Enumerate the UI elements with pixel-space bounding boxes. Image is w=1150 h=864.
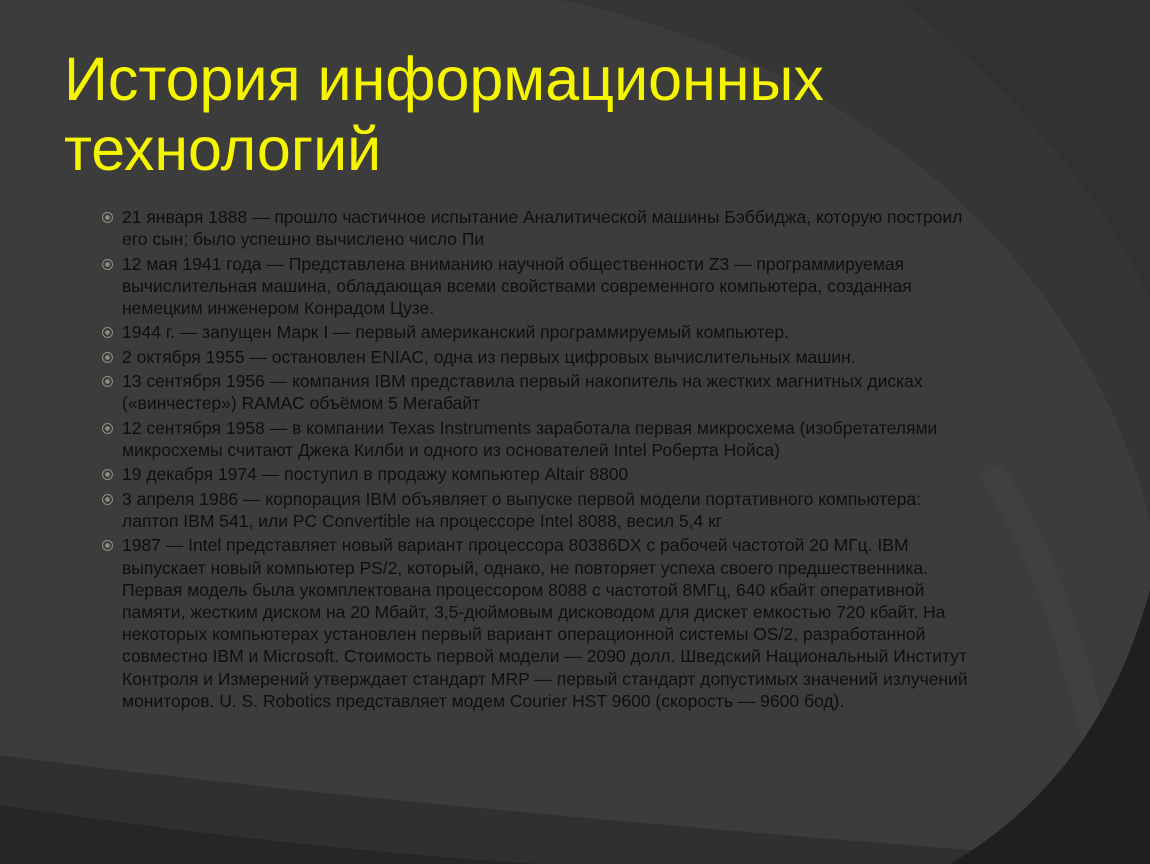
bullet-text-line: памяти, жестким диском на 20 Мбайт, 3,5-дюймовым дисководом для дискет емкостью 720 кбайт. На <box>122 601 946 622</box>
bullet-item <box>122 417 1002 461</box>
bullet-text-line: его сын; было успешно вычислено число Пи <box>122 229 485 250</box>
bullet-text-line: совместно IBM и Microsoft. Стоимость первой модели — 2090 долл. Шведский Национальный Институт <box>122 646 968 667</box>
bullet-text-line: Первая модель была укомплектована процессором 8088 с частотой 8МГц, 640 кбайт оперативной <box>122 579 925 600</box>
bullet-item <box>122 206 1002 250</box>
bullet-text-line: немецким инженером Конрадом Цузе. <box>122 298 435 318</box>
slide-title: История информационных технологий <box>64 45 824 183</box>
bullet-text-line: некоторых компьютерах установлен первый вариант операционной системы OS/2, разработанной <box>122 624 926 645</box>
bullet-text-line: 1944 г. — запущен Марк I — первый американский программируемый компьютер. <box>122 322 789 343</box>
bullet-text-line: 2 октября 1955 — остановлен ENIAC, одна из первых цифровых вычислительных машин. <box>122 346 856 367</box>
bullet-text-line: микросхемы считают Джека Килби и одного из основателей Intel Роберта Нойса) <box>122 439 780 460</box>
bullet-icon <box>102 423 113 434</box>
bullet-item <box>122 463 1002 485</box>
bullet-item <box>122 346 1002 368</box>
bullet-text-line: лаптоп IBM 541, или PC Convertible на процессоре Intel 8088, весил 5,4 кг <box>122 510 723 531</box>
bullet-text-line: 19 декабря 1974 — поступил в продажу компьютер Altair 8800 <box>122 464 629 485</box>
bullet-icon <box>102 352 113 363</box>
bullet-text-line: 12 мая 1941 года — Представлена вниманию научной общественности Z3 — программируемая <box>122 253 905 274</box>
bullet-text-line: («винчестер») RAMAC объёмом 5 Мегабайт <box>122 393 481 414</box>
bullet-item <box>122 321 1002 343</box>
bullet-text-line: Контроля и Измерений утверждает стандарт MRP — первый стандарт допустимых значений излучений <box>122 668 968 689</box>
bullet-text-line: 13 сентября 1956 — компания IBM представила первый накопитель на жестких магнитных дисках <box>122 371 923 392</box>
bullet-item <box>122 534 1002 712</box>
bullet-text-line: мониторов. U. S. Robotics представляет модем Courier HST 9600 (скорость — 9600 бод). <box>122 690 845 711</box>
bullet-text-line: 12 сентября 1958 — в компании Texas Instruments заработала первая микросхема (изобретателями <box>122 417 938 438</box>
bullet-icon <box>102 494 113 505</box>
bullet-text-line: 21 января 1888 — прошло частичное испытание Аналитической машины Бэббиджа, которую построил <box>122 207 963 227</box>
bullet-text-line: 1987 — Intel представляет новый вариант процессора 80386DX с рабочей частотой 20 МГц. IBM <box>122 535 909 556</box>
bullet-item <box>122 370 1002 414</box>
bullet-text-line: выпускает новый компьютер PS/2, который, однако, не повторяет успеха своего предшественника. <box>122 557 928 578</box>
bullet-text-line: вычислительная машина, обладающая всеми свойствами современного компьютера, созданная <box>122 275 912 296</box>
bullet-icon <box>102 259 113 270</box>
bullet-list <box>122 206 1002 714</box>
bullet-text-line: 3 апреля 1986 — корпорация IBM объявляет о выпуске первой модели портативного компьютера: <box>122 488 922 509</box>
bullet-item <box>122 253 1002 320</box>
bullet-icon <box>102 212 113 223</box>
bullet-item <box>122 488 1002 532</box>
